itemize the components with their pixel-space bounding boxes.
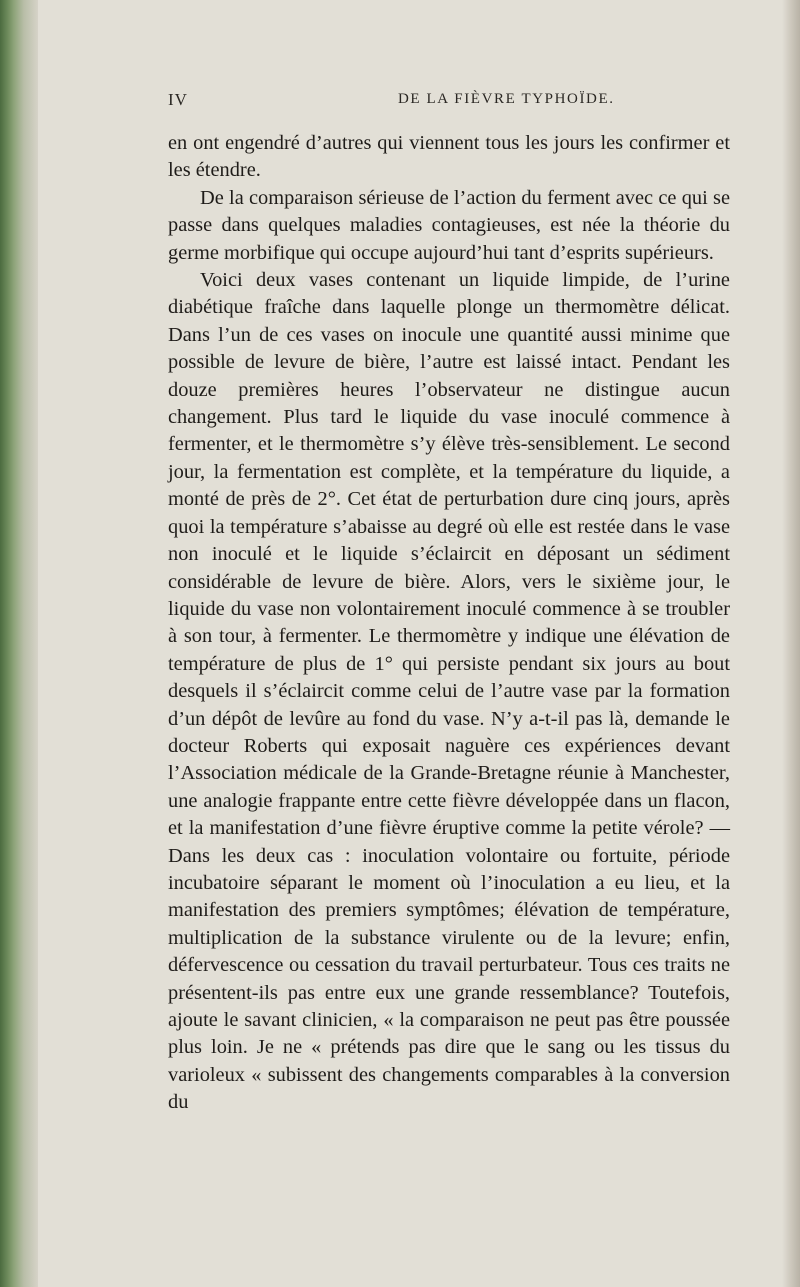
running-title: DE LA FIÈVRE TYPHOÏDE.	[398, 91, 615, 107]
page-right-edge	[782, 0, 800, 1287]
paragraph-2: De la comparaison sérieuse de l’action du ferment avec ce qui se passe dans quelques maladies contagieuses, est née la théorie du germe morbifique qui occupe aujourd’hui tant d’esprits supérieurs.	[168, 186, 730, 264]
paragraph-1: en ont engendré d’autres qui viennent tous les jours les confirmer et les étendre.	[168, 132, 730, 182]
paragraph-3: Voici deux vases contenant un liquide limpide, de l’urine diabétique fraîche dans laquelle plonge un thermomètre délicat. Dans l’un de ces vases on inocule une quantité aussi minime que possible de levure de bière, l’autre est laissé intact. Pendant les douze premières heures l’observateur ne distingue aucun changement. Plus tard le liquide du vase inoculé commence à fermenter, et le thermomètre s’y élève très-sensiblement. Le second jour, la fermentation est complète, et la température du liquide, a monté de près de 2°. Cet état de perturbation dure cinq jours, après quoi la température s’abaisse au degré où elle est restée dans le vase non inoculé et le liquide s’éclaircit en déposant un sédiment considérable de levure de bière. Alors, vers le sixième jour, le liquide du vase non volontairement inoculé commence à se troubler à son tour, à fermenter. Le thermomètre y indique une élévation de température de plus de 1° qui persiste pendant six jours au bout desquels il s’éclaircit comme celui de l’autre vase par la formation d’un dépôt de levûre au fond du vase. N’y a-t-il pas là, demande le docteur Roberts qui exposait naguère ces expériences devant l’Association médicale de la Grande-Bretagne réunie à Manchester, une analogie frappante entre cette fièvre développée dans un flacon, et la manifestation d’une fièvre éruptive comme la petite vérole? — Dans les deux cas : inoculation volontaire ou fortuite, période incubatoire séparant le moment où l’inoculation a eu lieu, et la manifestation des premiers symptômes; élévation de température, multiplication de la substance virulente ou de la levure; enfin, défervescence ou cessation du travail perturbateur. Tous ces traits ne présentent-ils pas entre eux une grande ressemblance? Toutefois, ajoute le savant clinicien, « la comparaison ne peut pas être poussée plus loin. Je ne « prétends pas dire que le sang ou les tissus du varioleux « subissent des changements comparables à la conversion du	[168, 269, 730, 1114]
page-number: IV	[168, 90, 188, 109]
page-header	[168, 90, 730, 114]
page-binding-edge	[0, 0, 38, 1287]
body-text	[168, 130, 730, 1117]
